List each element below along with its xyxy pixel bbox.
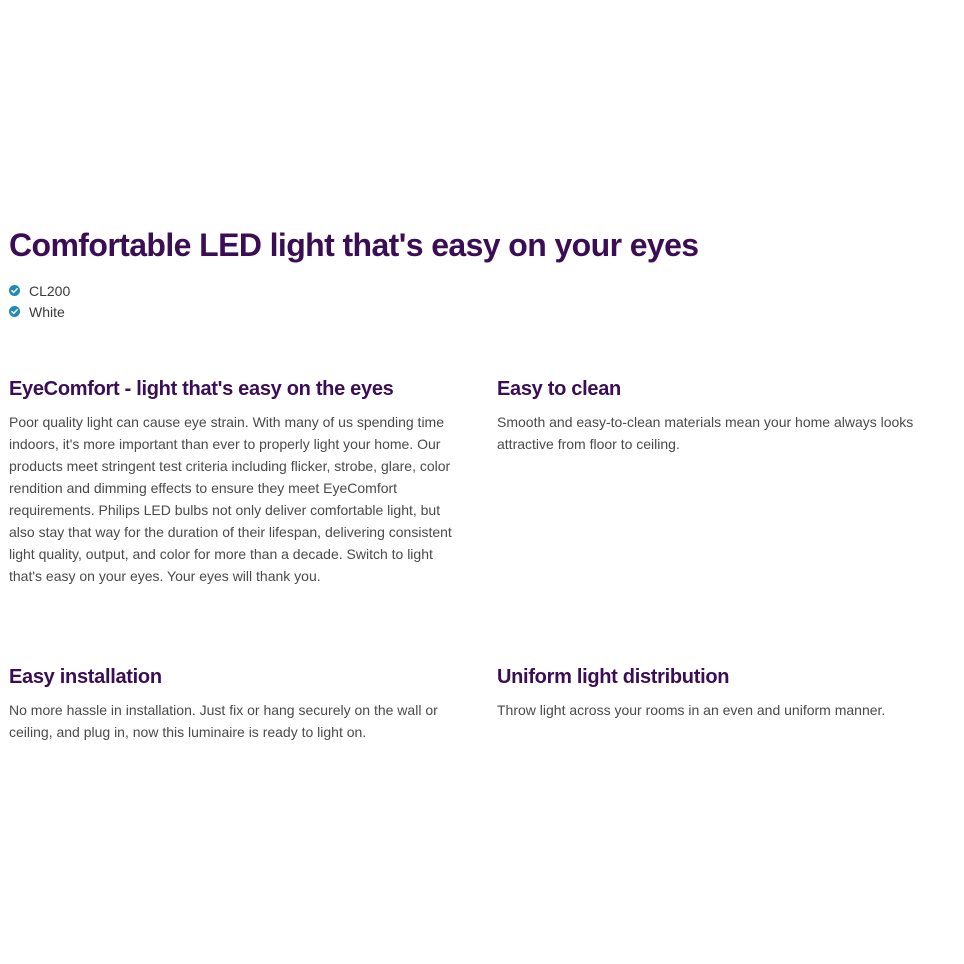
spec-item-white — [9, 301, 70, 322]
page-title: Comfortable LED light that's easy on your eyes — [9, 227, 699, 263]
feature-title: Easy to clean — [497, 378, 621, 400]
feature-easy-installation — [9, 664, 457, 743]
spec-item-cl200 — [9, 280, 70, 301]
feature-body: Poor quality light can cause eye strain. With many of us spending time indoors, it's more important than ever to properly light your home. Our products meet stringent test criteria including flicker, strobe, glare, color rendition and dimming effects to ensure they meet EyeComfort requirements. Philips LED bulbs not only deliver comfortable light, but also stay that way for the duration of their lifespan, delivering consistent light quality, output, and color for more than a decade. Switch to light that's easy on your eyes. Your eyes will thank you. — [9, 414, 452, 584]
feature-easy-to-clean — [497, 376, 949, 455]
feature-body: Smooth and easy-to-clean materials mean your home always looks attractive from floor to ceiling. — [497, 414, 914, 452]
check-circle-icon — [9, 285, 20, 296]
check-circle-icon — [9, 306, 20, 317]
feature-title: EyeComfort - light that's easy on the eyes — [9, 378, 394, 400]
spec-label: White — [29, 303, 65, 320]
feature-title: Easy installation — [9, 666, 162, 688]
feature-eyecomfort — [9, 376, 457, 587]
spec-label: CL200 — [29, 282, 71, 299]
feature-body: No more hassle in installation. Just fix or hang securely on the wall or ceiling, and plug in, now this luminaire is ready to light on. — [9, 702, 438, 740]
spec-list — [9, 280, 70, 322]
feature-uniform-light — [497, 664, 949, 721]
feature-title: Uniform light distribution — [497, 666, 730, 688]
feature-body: Throw light across your rooms in an even and uniform manner. — [497, 702, 886, 718]
